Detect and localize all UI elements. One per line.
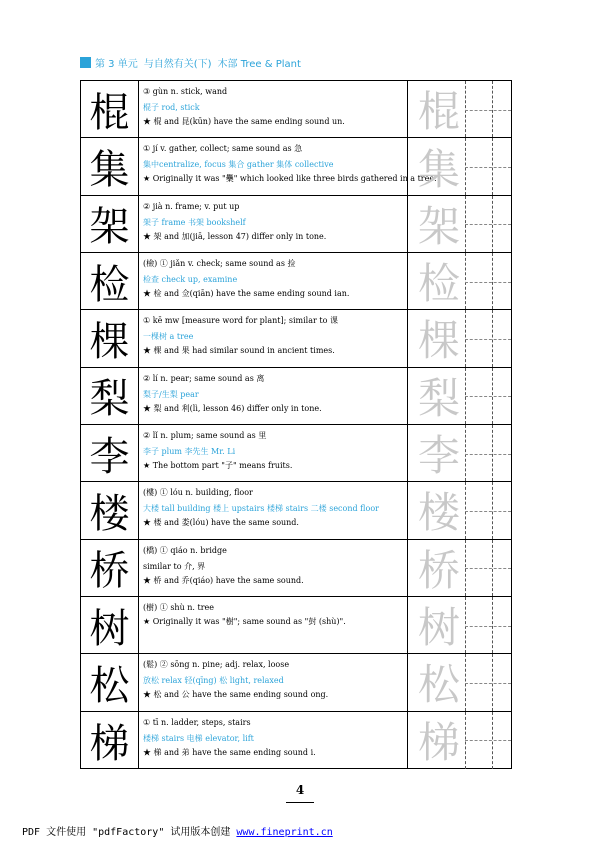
practice-grid-midline: [465, 224, 511, 225]
pronunciation-line: (檢) ① jiǎn v. check; same sound as 捡: [143, 258, 296, 268]
character-glyph: 检: [81, 253, 139, 309]
tracing-glyph: 架: [417, 201, 460, 251]
note-line: ★ The bottom part "子" means fruits.: [143, 460, 293, 470]
character-row: [81, 368, 511, 425]
example-line: 李子 plum 李先生 Mr. Li: [143, 446, 236, 456]
character-glyph: 棵: [81, 310, 139, 366]
character-row: [81, 196, 511, 253]
character-row: [81, 81, 511, 138]
note-line: ★ Originally it was "樹"; same sound as "尌 (shù)".: [143, 616, 346, 626]
example-line: 大楼 tall building 楼上 upstairs 楼梯 stairs 二楼 second floor: [143, 504, 379, 514]
practice-grid-border: [407, 81, 408, 137]
practice-grid-border: [407, 310, 408, 366]
tracing-glyph: 桥: [417, 545, 460, 595]
example-line: 一棵树 a tree: [143, 332, 194, 342]
character-row: [81, 425, 511, 482]
pronunciation-line: ② lǐ n. plum; same sound as 里: [143, 430, 267, 440]
character-glyph: 李: [81, 425, 139, 481]
example-line: 架子 frame 书架 bookshelf: [143, 217, 246, 227]
example-line: 放松 relax 轻(qīng) 松 light, relaxed: [143, 676, 284, 686]
practice-grid-midline: [465, 740, 511, 741]
unit-label: 第 3 单元: [95, 58, 138, 70]
pronunciation-line: ② jià n. frame; v. put up: [143, 201, 240, 211]
example-line: 棍子 rod, stick: [143, 103, 200, 112]
tracing-glyph: 松: [417, 660, 460, 710]
example-line: 楼梯 stairs 电梯 elevator, lift: [143, 733, 254, 743]
radical-label: 木部 Tree & Plant: [217, 58, 301, 70]
practice-grid-border: [407, 138, 408, 194]
example-line: 集中centralize, focus 集合 gather 集体 collective: [143, 160, 334, 170]
note-line: ★ 棵 and 果 had similar sound in ancient times.: [143, 346, 335, 356]
unit-header: [80, 55, 307, 69]
pronunciation-line: ① jí v. gather, collect; same sound as 急: [143, 144, 303, 154]
character-glyph: 梯: [81, 712, 139, 769]
character-row: [81, 310, 511, 367]
example-line: similar to 介, 界: [143, 561, 206, 571]
footer-link[interactable]: www.fineprint.cn: [236, 827, 333, 838]
pronunciation-line: (樹) ① shù n. tree: [143, 602, 215, 612]
note-line: ★ 棍 and 昆(kūn) have the same ending sound un.: [143, 117, 345, 126]
character-glyph: 树: [81, 597, 139, 653]
pronunciation-line: (鬆) ② sōng n. pine; adj. relax, loose: [143, 660, 290, 670]
practice-grid-midline: [465, 339, 511, 340]
tracing-glyph: 梨: [417, 373, 460, 423]
page-number-underline: [286, 802, 314, 803]
page-number: 4: [295, 783, 305, 797]
practice-grid-midline: [465, 396, 511, 397]
practice-grid-midline: [465, 568, 511, 569]
practice-grid-midline: [465, 626, 511, 627]
tracing-glyph: 楼: [417, 488, 460, 538]
practice-grid-border: [407, 540, 408, 596]
character-row: [81, 482, 511, 539]
character-row: [81, 138, 511, 195]
character-glyph: 梨: [81, 368, 139, 424]
pronunciation-line: (樓) ① lóu n. building, floor: [143, 488, 253, 498]
tracing-glyph: 梯: [417, 718, 460, 768]
pronunciation-line: ③ gùn n. stick, wand: [143, 87, 228, 96]
example-line: 梨子/生梨 pear: [143, 389, 199, 399]
character-glyph: 集: [81, 138, 139, 194]
practice-grid-midline: [465, 683, 511, 684]
practice-grid-border: [407, 425, 408, 481]
tracing-glyph: 棵: [417, 316, 460, 366]
character-glyph: 架: [81, 196, 139, 252]
character-row: [81, 597, 511, 654]
character-glyph: 桥: [81, 540, 139, 596]
example-line: 检查 check up, examine: [143, 274, 238, 284]
character-row: [81, 654, 511, 711]
practice-grid-border: [407, 368, 408, 424]
pdf-footer: [22, 823, 333, 838]
note-line: ★ 架 and 加(jiā, lesson 47) differ only in tone.: [143, 231, 327, 241]
practice-grid-border: [407, 482, 408, 538]
practice-grid-midline: [465, 282, 511, 283]
practice-grid-border: [407, 253, 408, 309]
pronunciation-line: ① kē mw [measure word for plant]; similar to 课: [143, 316, 338, 326]
tracing-glyph: 检: [417, 259, 460, 309]
character-glyph: 棍: [81, 81, 139, 137]
unit-title: 与自然有关(下): [143, 58, 212, 70]
character-row: [81, 253, 511, 310]
practice-grid-border: [407, 196, 408, 252]
practice-grid-midline: [465, 511, 511, 512]
footer-text: PDF 文件使用 "pdfFactory" 试用版本创建: [22, 827, 231, 838]
practice-grid-border: [407, 654, 408, 710]
character-table: [80, 80, 512, 769]
character-row: [81, 712, 511, 769]
pronunciation-line: (橋) ① qiáo n. bridge: [143, 545, 227, 555]
note-line: ★ 松 and 公 have the same ending sound ong.: [143, 690, 329, 700]
tracing-glyph: 集: [417, 144, 460, 194]
character-glyph: 松: [81, 654, 139, 710]
pronunciation-line: ② lí n. pear; same sound as 离: [143, 373, 265, 383]
header-square-icon: [80, 57, 91, 68]
pronunciation-line: ① tī n. ladder, steps, stairs: [143, 717, 251, 727]
tracing-glyph: 李: [417, 431, 460, 481]
note-line: ★ 梯 and 弟 have the same ending sound i.: [143, 747, 316, 757]
practice-grid-midline: [465, 454, 511, 455]
character-row: [81, 540, 511, 597]
tracing-glyph: 棍: [417, 87, 460, 137]
practice-grid-midline: [465, 167, 511, 168]
note-line: ★ 梨 and 利(lì, lesson 46) differ only in tone.: [143, 403, 322, 413]
character-glyph: 楼: [81, 482, 139, 538]
practice-grid-border: [407, 597, 408, 653]
practice-grid-midline: [465, 110, 511, 111]
note-line: ★ Originally it was "雧" which looked like three birds gathered in a tree.: [143, 174, 437, 184]
note-line: ★ 检 and 佥(qiān) have the same ending sound ian.: [143, 288, 350, 298]
note-line: ★ 桥 and 乔(qiáo) have the same sound.: [143, 575, 304, 585]
note-line: ★ 楼 and 娄(lóu) have the same sound.: [143, 518, 299, 528]
practice-grid-border: [407, 712, 408, 769]
tracing-glyph: 树: [417, 603, 460, 653]
